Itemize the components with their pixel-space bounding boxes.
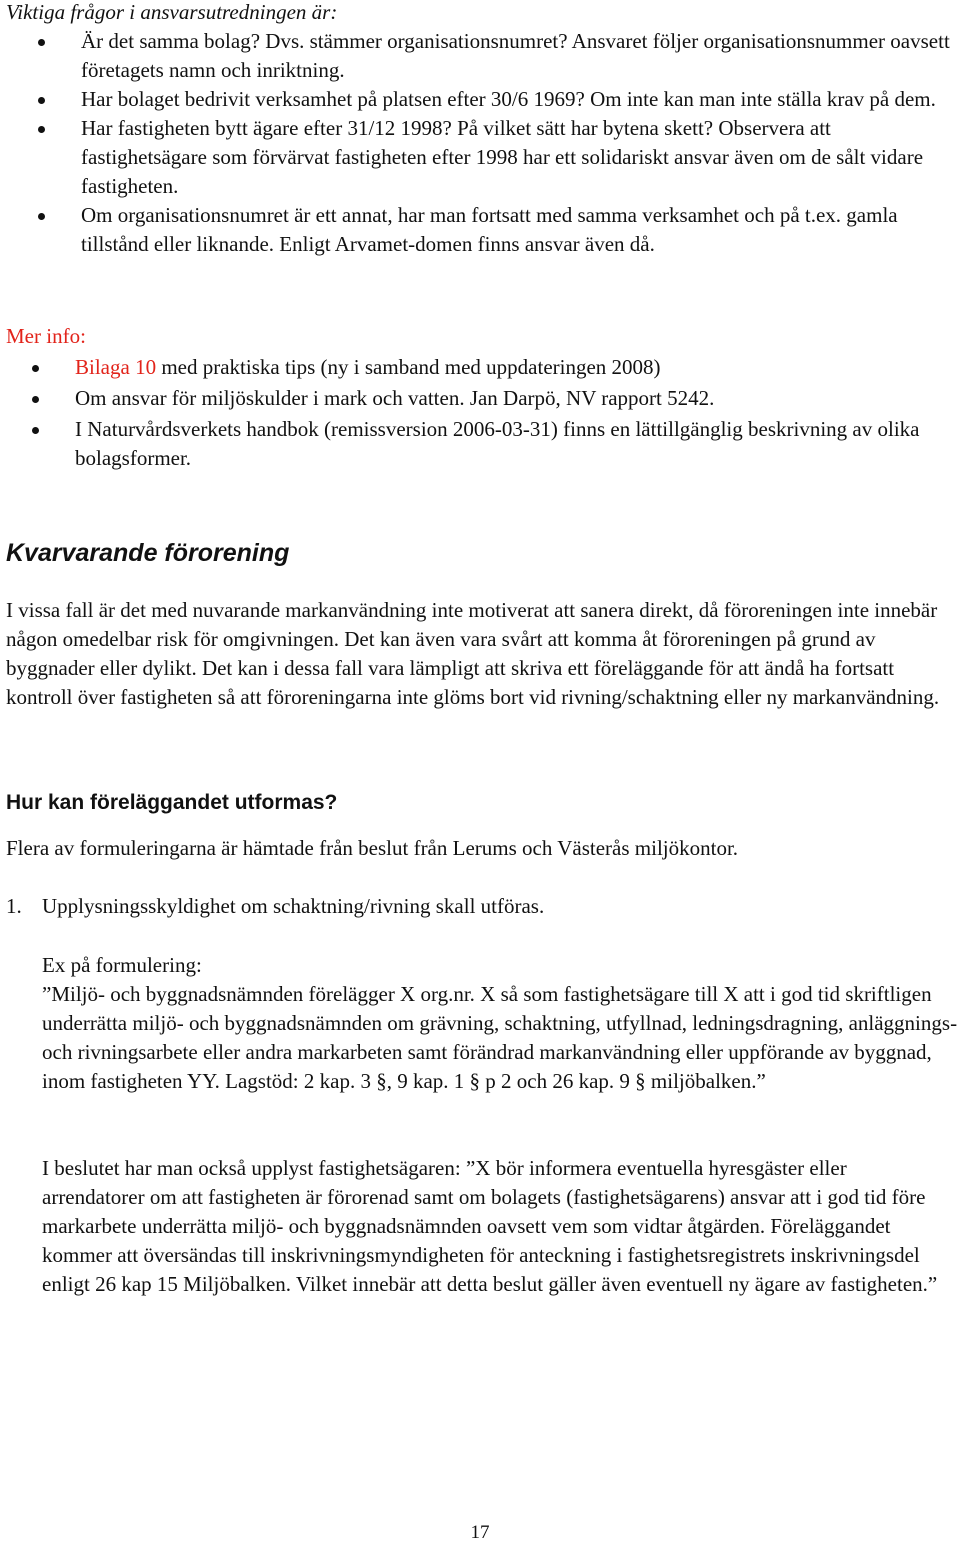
bullet-icon [32,365,39,372]
bullet-icon [38,97,45,104]
list-item-text: med praktiska tips (ny i samband med uppdateringen 2008) [156,355,661,379]
item-text: Upplysningsskyldighet om schaktning/rivning skall utföras. [42,894,545,918]
bullet-icon [32,396,39,403]
bullet-icon [32,427,39,434]
section-heading: Kvarvarande förorening [6,539,290,567]
list-item-text: I Naturvårdsverkets handbok (remissversion 2006-03-31) finns en lättillgänglig beskrivning av olika bolagsformer. [75,417,920,470]
decision-text: I beslutet har man också upplyst fastighetsägaren: ”X bör informera eventuella hyresgäster eller arrendatorer om att fastigheten är förorenad samt om bolagets (fastighetsägarens) ansvar att i god tid före markarbete underrätta miljö- och byggnadsnämnden oavsett vem som vidtar åtgärden. Föreläggandet kommer att översändas till inskrivningsmyndigheten för anteckning i fastighetsregistrets inskrivningsdel enligt 26 kap 15 Miljöbalken. Vilket innebär att detta beslut gäller även eventuell ny ägare av fastigheten.” [42,1156,938,1296]
info-list [0,353,950,475]
bullet-icon [38,126,45,133]
mer-info-label: Mer info: [6,324,86,348]
list-item [0,353,950,382]
numbered-item [6,892,544,921]
question-list [6,27,956,259]
bilaga-link[interactable]: Bilaga 10 [75,355,157,379]
item-number: 1. [6,894,22,918]
section-paragraph: I vissa fall är det med nuvarande markanvändning inte motiverat att sanera direkt, då föroreningen inte innebär någon omedelbar risk för omgivningen. Det kan även vara svårt att komma åt föroreningen på grund av byggnader eller dylikt. Det kan i dessa fall vara lämpligt att skriva ett föreläggande för att ändå ha fortsatt kontroll över fastigheten så att föroreningarna inte glöms bort vid rivning/schaktning eller ny markanvändning. [6,598,940,709]
list-item-text: Om organisationsnumret är ett annat, har man fortsatt med samma verksamhet och på t.ex. gamla tillstånd eller liknande. Enligt Arvamet-domen finns ansvar även då. [81,203,898,256]
list-item-text: Är det samma bolag? Dvs. stämmer organisationsnumret? Ansvaret följer organisationsnummer oavsett företagets namn och inriktning. [81,29,950,82]
example-text: ”Miljö- och byggnadsnämnden förelägger X org.nr. X så som fastighetsägare till X att i god tid skriftligen underrätta miljö- och byggnadsnämnden om grävning, schaktning, utfyllnad, ledningsdragning, anläggnings- och rivningsarbete eller andra markarbeten samt förändrad markanvändning eller uppförande av byggnad, inom fastigheten YY. Lagstöd: 2 kap. 3 §, 9 kap. 1 § p 2 och 26 kap. 9 § miljöbalken.” [42,982,958,1093]
list-item [6,27,956,85]
intro-heading: Viktiga frågor i ansvarsutredningen är: [6,0,338,24]
list-item [6,114,956,201]
example-label: Ex på formulering: [42,953,202,977]
subsection-heading: Hur kan föreläggandet utformas? [6,791,338,814]
bullet-icon [38,39,45,46]
subsection-paragraph: Flera av formuleringarna är hämtade från beslut från Lerums och Västerås miljökontor. [6,836,739,860]
list-item [6,201,956,259]
page-number: 17 [470,1522,490,1543]
list-item [6,85,956,114]
list-item-text: Har fastigheten bytt ägare efter 31/12 1998? På vilket sätt har bytena skett? Observera att fastighetsägare som förvärvat fastigheten efter 1998 har ett solidariskt ansvar även om de sålt vidare fastigheten. [81,116,924,198]
bullet-icon [38,213,45,220]
list-item-text: Har bolaget bedrivit verksamhet på platsen efter 30/6 1969? Om inte kan man inte ställa krav på dem. [81,87,936,111]
list-item-text: Om ansvar för miljöskulder i mark och vatten. Jan Darpö, NV rapport 5242. [75,386,715,410]
list-item [0,384,950,413]
list-item [0,415,950,473]
